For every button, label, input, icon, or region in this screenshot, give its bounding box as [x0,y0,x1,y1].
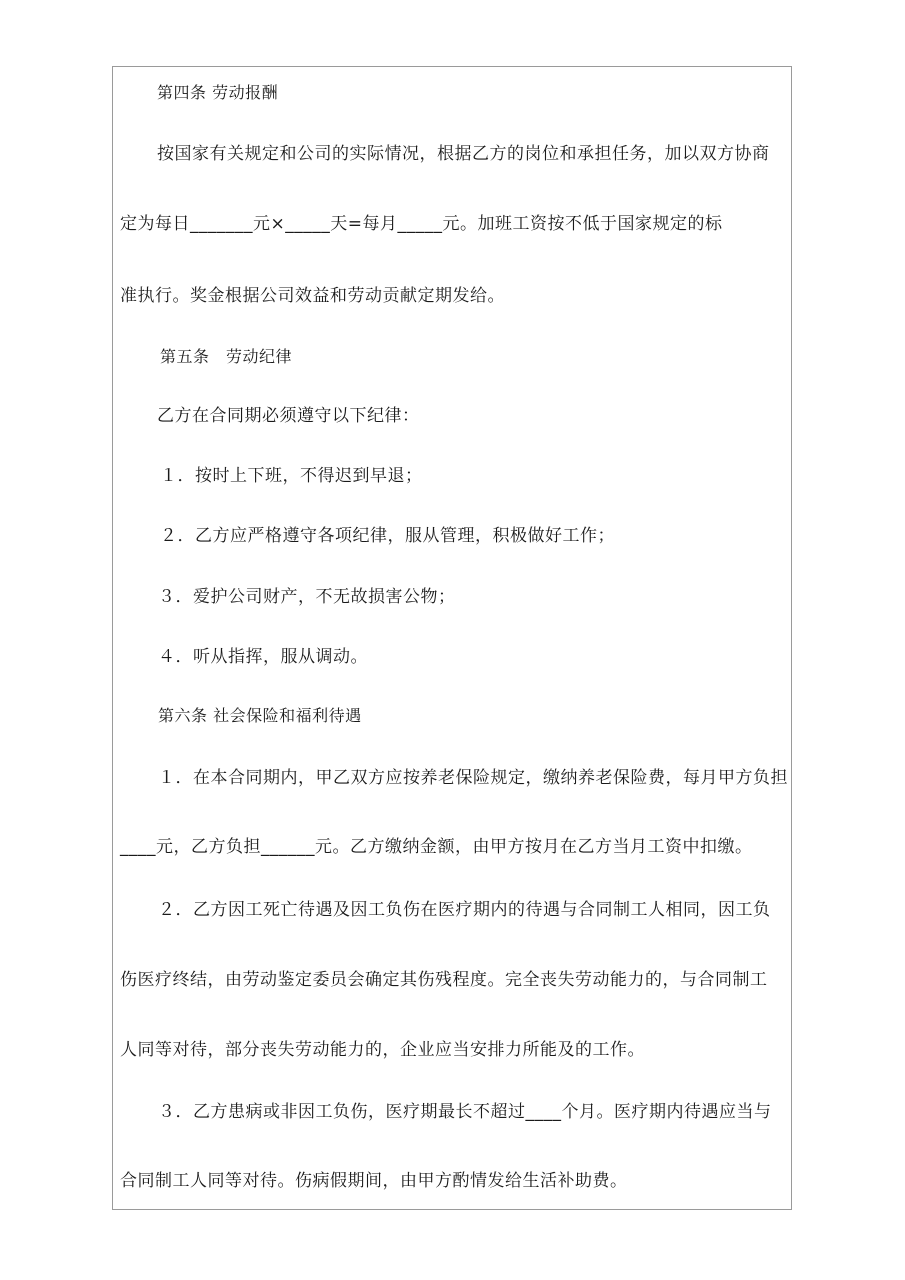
article-6-item-2-line-2: 伤医疗终结，由劳动鉴定委员会确定其伤残程度。完全丧失劳动能力的，与合同制工 [120,970,768,990]
article-6-item-2-line-1: ２．乙方因工死亡待遇及因工负伤在医疗期内的待遇与合同制工人相同，因工负 [158,900,771,920]
article-4-heading: 第四条 劳动报酬 [157,83,279,102]
article-5-item-4: ４．听从指挥，服从调动。 [158,647,368,667]
article-4-paragraph-line-2: 定为每日_______元×_____天=每月_____元。加班工资按不低于国家规定的标 [120,214,723,234]
article-5-item-2: ２．乙方应严格遵守各项纪律，服从管理，积极做好工作； [160,526,615,546]
article-6-heading: 第六条 社会保险和福利待遇 [158,706,362,725]
article-5-intro: 乙方在合同期必须遵守以下纪律： [157,406,420,426]
article-5-item-1: １．按时上下班，不得迟到早退； [160,466,423,486]
article-6-item-1-line-2: ____元，乙方负担______元。乙方缴纳金额，由甲方按月在乙方当月工资中扣缴。 [120,837,753,857]
article-4-paragraph-line-3: 准执行。奖金根据公司效益和劳动贡献定期发给。 [120,286,505,306]
article-6-item-2-line-3: 人同等对待，部分丧失劳动能力的，企业应当安排力所能及的工作。 [120,1040,645,1060]
article-6-item-3-line-2: 合同制工人同等对待。伤病假期间，由甲方酌情发给生活补助费。 [120,1171,628,1191]
article-5-item-3: ３．爱护公司财产，不无故损害公物； [158,587,456,607]
article-6-item-3-line-1: ３．乙方患病或非因工负伤，医疗期最长不超过____个月。医疗期内待遇应当与 [158,1102,772,1122]
article-5-heading: 第五条 劳动纪律 [160,347,293,366]
article-6-item-1-line-1: １．在本合同期内，甲乙双方应按养老保险规定，缴纳养老保险费，每月甲方负担 [158,768,788,788]
article-4-paragraph-line-1: 按国家有关规定和公司的实际情况，根据乙方的岗位和承担任务，加以双方协商 [157,144,770,164]
